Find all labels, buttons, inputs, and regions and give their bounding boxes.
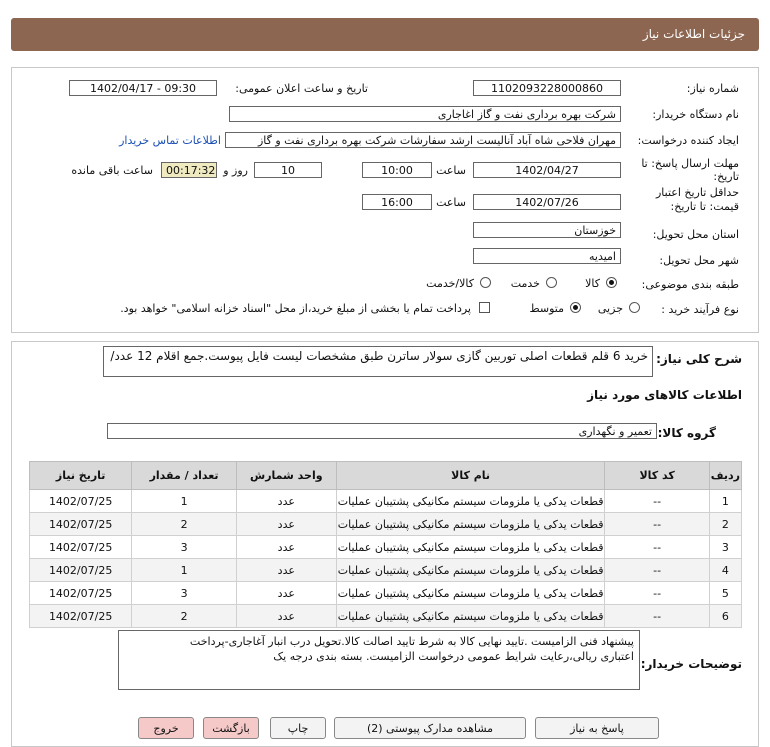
page-header <box>11 18 759 51</box>
table-row <box>30 605 742 628</box>
cell-quantity: 3 <box>132 582 237 605</box>
price-validity-label: حداقل تاریخ اعتبار <box>655 186 739 199</box>
cell-need-date: 1402/07/25 <box>30 605 132 628</box>
category-option-service: خدمت <box>510 277 540 290</box>
col-goods-code: کد کالا <box>605 462 709 490</box>
col-need-date: تاریخ نیاز <box>30 462 132 490</box>
cell-row-number: 5 <box>709 582 741 605</box>
cell-unit: عدد <box>236 559 336 582</box>
response-date-field: 1402/04/27 <box>473 162 621 178</box>
buyer-contact-link[interactable]: اطلاعات تماس خریدار <box>119 134 221 147</box>
cell-row-number: 1 <box>709 490 741 513</box>
category-radio-goods[interactable] <box>606 277 617 288</box>
response-deadline-label-2: تاریخ: <box>713 170 739 183</box>
cell-goods-code: -- <box>605 490 709 513</box>
print-button[interactable]: چاپ <box>270 717 326 739</box>
cell-need-date: 1402/07/25 <box>30 513 132 536</box>
goods-table <box>29 461 742 628</box>
buyer-notes-line-1: پیشنهاد فنی الزامیست .تایید نهایی کالا به شرط تایید اصالت کالا.تحویل درب انبار آغاجاری-پرداخت <box>189 635 634 648</box>
cell-unit: عدد <box>236 605 336 628</box>
response-time-label: ساعت <box>436 164 466 177</box>
back-button[interactable]: بازگشت <box>203 717 259 739</box>
reply-button[interactable]: پاسخ به نیاز <box>535 717 659 739</box>
col-unit: واحد شمارش <box>236 462 336 490</box>
response-time-field: 10:00 <box>362 162 432 178</box>
cell-need-date: 1402/07/25 <box>30 490 132 513</box>
province-label: استان محل تحویل: <box>652 228 739 241</box>
cell-row-number: 2 <box>709 513 741 536</box>
buyer-notes-field <box>118 630 640 690</box>
process-option-minor: جزیی <box>597 302 623 315</box>
cell-goods-name: قطعات یدکی یا ملزومات سیستم مکانیکی پشتیبان عملیات <box>336 605 605 628</box>
province-field: خوزستان <box>473 222 621 238</box>
goods-group-label: گروه کالا: <box>657 426 716 440</box>
response-days-label: روز و <box>223 164 248 177</box>
cell-row-number: 6 <box>709 605 741 628</box>
category-label: طبقه بندی موضوعی: <box>641 278 739 291</box>
table-row <box>30 513 742 536</box>
col-goods-name: نام کالا <box>336 462 605 490</box>
cell-goods-name: قطعات یدکی یا ملزومات سیستم مکانیکی پشتیبان عملیات <box>336 582 605 605</box>
treasury-payment-note: پرداخت تمام یا بخشی از مبلغ خرید،از محل "اسناد خزانه اسلامی" خواهد بود. <box>120 302 471 315</box>
category-radio-goods-service[interactable] <box>480 277 491 288</box>
table-row <box>30 582 742 605</box>
table-row <box>30 559 742 582</box>
buyer-notes-line-2: اعتباری ریالی،رعایت شرایط عمومی درخواست الزامیست. بسته بندی درجه یک <box>273 650 634 663</box>
goods-table-header <box>30 462 742 490</box>
city-label: شهر محل تحویل: <box>659 254 739 267</box>
cell-quantity: 1 <box>132 490 237 513</box>
cell-quantity: 2 <box>132 513 237 536</box>
cell-unit: عدد <box>236 582 336 605</box>
buyer-notes-label: توضیحات خریدار: <box>640 657 742 671</box>
buyer-org-field: شرکت بهره برداری نفت و گاز اغاجاری <box>229 106 621 122</box>
col-quantity: تعداد / مقدار <box>132 462 237 490</box>
table-row <box>30 490 742 513</box>
col-row-number: ردیف <box>709 462 741 490</box>
category-option-goods-service: کالا/خدمت <box>426 277 474 290</box>
category-option-goods: کالا <box>585 277 600 290</box>
goods-group-field: تعمیر و نگهداری <box>107 423 657 439</box>
cell-unit: عدد <box>236 536 336 559</box>
cell-goods-code: -- <box>605 536 709 559</box>
announce-datetime-label: تاریخ و ساعت اعلان عمومی: <box>235 82 368 95</box>
cell-goods-code: -- <box>605 605 709 628</box>
process-radio-minor[interactable] <box>629 302 640 313</box>
cell-goods-code: -- <box>605 559 709 582</box>
price-validity-label-2: قیمت: تا تاریخ: <box>670 200 739 213</box>
cell-goods-name: قطعات یدکی یا ملزومات سیستم مکانیکی پشتیبان عملیات <box>336 513 605 536</box>
page-title: جزئیات اطلاعات نیاز <box>642 27 745 41</box>
description-label: شرح کلی نیاز: <box>656 352 742 366</box>
process-radio-medium[interactable] <box>570 302 581 313</box>
cell-quantity: 1 <box>132 559 237 582</box>
cell-goods-code: -- <box>605 513 709 536</box>
response-days-field: 10 <box>254 162 322 178</box>
cell-row-number: 4 <box>709 559 741 582</box>
category-radio-service[interactable] <box>546 277 557 288</box>
need-number-field: 1102093228000860 <box>473 80 621 96</box>
price-validity-date-field: 1402/07/26 <box>473 194 621 210</box>
requester-field: مهران فلاحی شاه آباد آنالیست ارشد سفارشات شرکت بهره برداری نفت و گاز <box>225 132 621 148</box>
exit-button[interactable]: خروج <box>138 717 194 739</box>
cell-goods-name: قطعات یدکی یا ملزومات سیستم مکانیکی پشتیبان عملیات <box>336 490 605 513</box>
cell-row-number: 3 <box>709 536 741 559</box>
cell-goods-name: قطعات یدکی یا ملزومات سیستم مکانیکی پشتیبان عملیات <box>336 559 605 582</box>
table-row <box>30 536 742 559</box>
cell-need-date: 1402/07/25 <box>30 582 132 605</box>
treasury-payment-checkbox[interactable] <box>479 302 490 313</box>
cell-quantity: 2 <box>132 605 237 628</box>
city-field: امیدیه <box>473 248 621 264</box>
cell-need-date: 1402/07/25 <box>30 536 132 559</box>
cell-quantity: 3 <box>132 536 237 559</box>
process-option-medium: متوسط <box>529 302 564 315</box>
need-number-label: شماره نیاز: <box>686 82 739 95</box>
cell-goods-code: -- <box>605 582 709 605</box>
cell-unit: عدد <box>236 490 336 513</box>
process-label: نوع فرآیند خرید : <box>661 303 739 316</box>
buyer-org-label: نام دستگاه خریدار: <box>652 108 739 121</box>
price-validity-time-label: ساعت <box>436 196 466 209</box>
remaining-time-field: 00:17:32 <box>161 162 217 178</box>
goods-section-title: اطلاعات کالاهای مورد نیاز <box>587 388 742 402</box>
cell-unit: عدد <box>236 513 336 536</box>
announce-datetime-field: 1402/04/17 - 09:30 <box>69 80 217 96</box>
description-field: خرید 6 قلم قطعات اصلی توربین گازی سولار ساترن طبق مشخصات لیست فایل پیوست.جمع اقلام 12 عدد/ <box>103 346 653 377</box>
response-deadline-label: مهلت ارسال پاسخ: تا <box>641 157 739 170</box>
price-validity-time-field: 16:00 <box>362 194 432 210</box>
view-attachments-button[interactable]: مشاهده مدارک پیوستی (2) <box>334 717 526 739</box>
cell-goods-name: قطعات یدکی یا ملزومات سیستم مکانیکی پشتیبان عملیات <box>336 536 605 559</box>
requester-label: ایجاد کننده درخواست: <box>637 134 739 147</box>
remaining-time-label: ساعت باقی مانده <box>71 164 153 177</box>
cell-need-date: 1402/07/25 <box>30 559 132 582</box>
